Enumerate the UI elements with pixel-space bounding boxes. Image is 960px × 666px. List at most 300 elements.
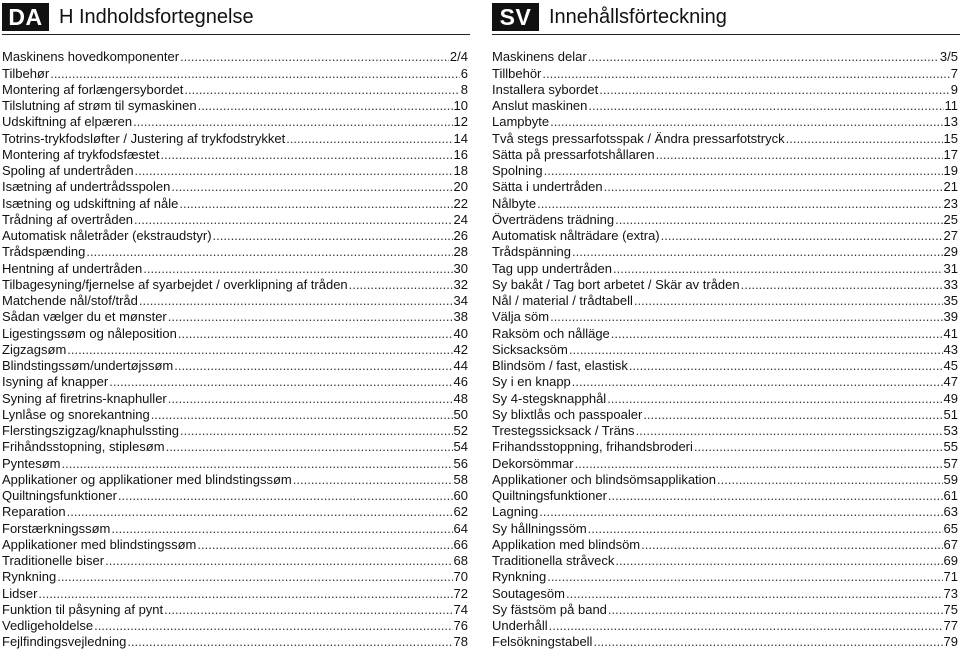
toc-entry-page: 26 [453, 228, 468, 243]
toc-entry-page: 25 [943, 211, 958, 227]
dot-leader [634, 293, 943, 308]
dot-leader [184, 82, 459, 97]
toc-entry-title: Fejlfindingsvejledning [2, 634, 127, 650]
toc-entry[interactable] [492, 406, 958, 422]
dot-leader [180, 423, 452, 438]
toc-entry[interactable] [2, 519, 468, 535]
dot-leader [544, 163, 943, 178]
toc-entry-page: 17 [943, 146, 958, 162]
toc-entry-page: 65 [943, 520, 958, 536]
dot-leader [197, 537, 452, 552]
dot-leader [641, 537, 942, 552]
toc-entry-title: Matchende nål/stof/tråd [2, 293, 138, 308]
toc-entry[interactable] [2, 633, 468, 649]
toc-entry-title: Överträdens trädning [492, 211, 615, 227]
toc-entry[interactable] [492, 357, 958, 373]
dot-leader [615, 212, 942, 227]
dot-leader [615, 553, 942, 568]
toc-entry[interactable] [2, 487, 468, 503]
toc-entry-page: 62 [453, 504, 468, 520]
toc-entry-title: Automatisk nåletråder (ekstraudstyr) [2, 228, 212, 243]
dot-leader [613, 261, 943, 276]
dot-leader [349, 277, 453, 292]
dot-leader [67, 342, 452, 357]
toc-entry-page: 73 [943, 585, 958, 601]
toc-entry-title: Soutagesöm [492, 585, 565, 601]
dot-leader [286, 131, 452, 146]
dot-leader [293, 472, 453, 487]
toc-entry[interactable] [2, 97, 468, 113]
toc-entry[interactable] [492, 129, 958, 145]
dot-leader [549, 618, 943, 633]
toc-entry-page: 68 [453, 553, 468, 568]
dot-leader [133, 114, 452, 129]
toc-entry-page: 32 [453, 276, 468, 292]
toc-entry[interactable] [492, 276, 958, 292]
toc-entry-title: Sådan vælger du et mønster [2, 309, 167, 325]
toc-entry[interactable] [492, 422, 958, 438]
toc-entry[interactable] [492, 617, 958, 633]
toc-entry-page: 75 [943, 601, 958, 617]
toc-entry-page: 43 [943, 341, 958, 357]
toc-entry-title: Quiltningsfunktioner [2, 488, 117, 503]
toc-entry-title: Sätta på pressarfotshållaren [492, 146, 655, 162]
toc-entry-title: Maskinens hovedkomponenter [2, 49, 180, 65]
dot-leader [168, 391, 453, 406]
toc-entry[interactable] [2, 536, 468, 552]
toc-entry-title: Sy i en knapp [492, 374, 571, 390]
header-divider [492, 34, 960, 35]
toc-entry-title: Rynkning [492, 569, 547, 585]
toc-entry-page: 11 [944, 98, 958, 113]
toc-entry[interactable] [2, 568, 468, 584]
dot-leader [57, 569, 452, 584]
toc-entry-page: 22 [453, 195, 468, 211]
toc-entry-page: 30 [453, 260, 468, 276]
dot-leader [171, 179, 452, 194]
toc-entry[interactable] [2, 129, 468, 145]
toc-entry-page: 54 [453, 439, 468, 455]
toc-entry-page: 19 [943, 163, 958, 178]
dot-leader [38, 586, 452, 601]
toc-entry[interactable] [2, 113, 468, 129]
dot-leader [550, 114, 942, 129]
toc-entry-title: Zigzagsøm [2, 341, 67, 357]
toc-entry[interactable] [492, 438, 958, 454]
dot-leader [636, 423, 943, 438]
toc-entry[interactable] [2, 373, 468, 389]
toc-entry-page: 9 [950, 81, 958, 97]
toc-entry-title: Trådning af overtråden [2, 211, 134, 227]
toc-entry-title: Isætning og udskiftning af nåle [2, 195, 179, 211]
toc-entry-title: Lampbyte [492, 114, 550, 130]
dot-leader [741, 277, 943, 292]
dot-leader [608, 488, 943, 503]
toc-entry[interactable] [492, 211, 958, 227]
dot-leader [127, 634, 452, 649]
toc-entry-title: Tilbehør [2, 65, 50, 81]
toc-entry-title: Installera sybordet [492, 81, 599, 97]
toc-entry-title: Blindsöm / fast, elastisk [492, 358, 628, 373]
toc-entry-title: Spoling af undertråden [2, 163, 134, 178]
toc-entry[interactable] [492, 536, 958, 552]
toc-entry[interactable] [492, 146, 958, 162]
toc-entry[interactable] [2, 341, 468, 357]
toc-entry-page: 12 [453, 114, 468, 130]
toc-entry-title: Trestegssicksack / Träns [492, 423, 635, 438]
toc-header [492, 0, 960, 32]
dot-leader [542, 66, 949, 81]
toc-entry-title: Maskinens delar [492, 49, 587, 65]
dot-leader [588, 49, 939, 64]
toc-entry[interactable] [2, 503, 468, 519]
language-badge: SV [492, 3, 539, 31]
toc-entry-page: 48 [453, 390, 468, 406]
dot-leader [134, 212, 452, 227]
toc-title: Innehållsförteckning [549, 6, 727, 28]
dot-leader [166, 439, 453, 454]
toc-entry-title: Två stegs pressarfotsspak / Ändra pressarfotstryck [492, 130, 785, 146]
toc-entry[interactable] [492, 48, 958, 64]
toc-entry-page: 57 [943, 455, 958, 471]
toc-entry-title: Funktion til påsyning af pynt [2, 601, 164, 617]
toc-entry-page: 29 [943, 244, 958, 260]
dot-leader [566, 586, 943, 601]
toc-entry[interactable] [2, 48, 468, 64]
toc-entry-page: 28 [453, 244, 468, 260]
toc-entry[interactable] [492, 568, 958, 584]
toc-entry-page: 27 [943, 228, 958, 243]
toc-entry[interactable] [492, 503, 958, 519]
toc-entry-title: Applikation med blindsöm [492, 536, 641, 552]
toc-entry-page: 18 [453, 163, 468, 178]
dot-leader [213, 228, 453, 243]
toc-entry-title: Raksöm och nålläge [492, 325, 610, 341]
toc-entry-title: Pyntesøm [2, 455, 61, 471]
dot-leader [717, 472, 943, 487]
toc-entry-page: 35 [943, 293, 958, 308]
toc-entry[interactable] [2, 454, 468, 470]
toc-entry[interactable] [2, 259, 468, 275]
dot-leader [164, 602, 452, 617]
dot-leader [105, 553, 452, 568]
toc-entry-page: 70 [453, 569, 468, 585]
dot-leader [629, 358, 943, 373]
toc-entry[interactable] [2, 211, 468, 227]
dot-leader [67, 504, 453, 519]
toc-entry-title: Rynkning [2, 569, 57, 585]
toc-entry-page: 23 [943, 195, 958, 211]
toc-entry-page: 47 [943, 374, 958, 390]
dot-leader [661, 228, 943, 243]
dot-leader [109, 374, 452, 389]
toc-entry[interactable] [2, 227, 468, 243]
toc-entry-title: Lynlåse og snorekantning [2, 406, 150, 422]
dot-leader [111, 521, 452, 536]
toc-entry[interactable] [492, 227, 958, 243]
toc-entry[interactable] [492, 292, 958, 308]
toc-entry[interactable] [2, 178, 468, 194]
toc-entry-page: 69 [943, 553, 958, 568]
toc-entry-title: Hentning af undertråden [2, 260, 143, 276]
toc-entry[interactable] [2, 243, 468, 259]
toc-entry-page: 63 [943, 504, 958, 520]
toc-entry-page: 49 [943, 390, 958, 406]
toc-entry[interactable] [492, 454, 958, 470]
toc-entry-page: 67 [943, 536, 958, 552]
toc-entry-title: Nål / material / trådtabell [492, 293, 633, 308]
toc-entry-page: 77 [943, 618, 958, 633]
toc-entry-page: 41 [943, 325, 958, 341]
toc-entry-page: 72 [453, 585, 468, 601]
toc-entry-page: 6 [460, 65, 468, 81]
dot-leader [593, 634, 942, 649]
toc-entry[interactable] [492, 259, 958, 275]
toc-entry-title: Anslut maskinen [492, 98, 588, 113]
toc-entry[interactable] [2, 324, 468, 340]
toc-entry-page: 50 [453, 406, 468, 422]
toc-entry-page: 13 [943, 114, 958, 130]
toc-entry-title: Ligestingssøm og nåleposition [2, 325, 177, 341]
toc-entry-title: Isætning af undertrådsspolen [2, 179, 171, 195]
toc-entry-title: Sy bakåt / Tag bort arbetet / Skär av tråden [492, 276, 740, 292]
toc-entry-title: Applikationer och blindsömsapplikation [492, 471, 717, 487]
toc-entry[interactable] [2, 194, 468, 210]
toc-entry[interactable] [2, 64, 468, 80]
toc-entry-page: 78 [453, 634, 468, 650]
toc-entry[interactable] [2, 308, 468, 324]
toc-entry-title: Välja söm [492, 309, 550, 325]
toc-entry-page: 61 [943, 488, 958, 503]
toc-entry-page: 74 [453, 601, 468, 617]
toc-entry-title: Felsökningstabell [492, 634, 593, 650]
toc-entry-page: 21 [943, 179, 958, 195]
toc-entry[interactable] [2, 584, 468, 600]
dot-leader [656, 147, 943, 162]
dot-leader [178, 326, 453, 341]
toc-entry[interactable] [492, 601, 958, 617]
dot-leader [786, 131, 943, 146]
toc-entry-page: 79 [943, 634, 958, 650]
toc-entry[interactable] [492, 552, 958, 568]
toc-entry-page: 34 [453, 293, 468, 308]
toc-entry[interactable] [492, 373, 958, 389]
toc-entry-title: Reparation [2, 504, 66, 520]
dot-leader [643, 407, 942, 422]
toc-header [2, 0, 470, 32]
toc-entry[interactable] [492, 308, 958, 324]
toc-entry-page: 42 [453, 341, 468, 357]
toc-entry[interactable] [492, 471, 958, 487]
toc-entry-title: Forstærkningssøm [2, 520, 111, 536]
toc-entry-page: 20 [453, 179, 468, 195]
dot-leader [572, 374, 943, 389]
toc-entry-title: Lidser [2, 585, 38, 601]
dot-leader [547, 569, 942, 584]
toc-entry[interactable] [2, 276, 468, 292]
toc-entry-title: Underhåll [492, 618, 548, 633]
dot-leader [168, 309, 453, 324]
toc-entry[interactable] [492, 519, 958, 535]
toc-entry[interactable] [2, 81, 468, 97]
toc-entry[interactable] [492, 81, 958, 97]
toc-entry-page: 59 [943, 471, 958, 487]
dot-leader [94, 618, 452, 633]
toc-entry-title: Syning af firetrins-knaphuller [2, 390, 167, 406]
dot-leader [135, 163, 453, 178]
toc-entry-title: Sy blixtlås och passpoaler [492, 406, 643, 422]
dot-leader [174, 358, 452, 373]
toc-entry[interactable] [492, 97, 958, 113]
toc-entry-title: Quiltningsfunktioner [492, 488, 607, 503]
dot-leader [179, 196, 452, 211]
dot-leader [161, 147, 453, 162]
dot-leader [572, 244, 943, 259]
dot-leader [86, 244, 452, 259]
toc-entry-title: Montering af trykfodsfæstet [2, 146, 160, 162]
toc-entry[interactable] [492, 162, 958, 178]
toc-entry-title: Traditionella stråveck [492, 553, 615, 568]
toc-entry[interactable] [492, 487, 958, 503]
toc-entry[interactable] [492, 324, 958, 340]
toc-entry-title: Sätta i undertråden [492, 179, 603, 195]
toc-entry-page: 40 [453, 325, 468, 341]
dot-leader [198, 98, 453, 113]
toc-entry[interactable] [492, 389, 958, 405]
toc-list [2, 48, 468, 649]
dot-leader [539, 504, 942, 519]
toc-entry-title: Trådspänning [492, 244, 572, 260]
toc-entry[interactable] [492, 341, 958, 357]
toc-entry[interactable] [2, 552, 468, 568]
toc-entry-page: 8 [460, 81, 468, 97]
toc-entry-page: 16 [453, 146, 468, 162]
toc-entry-page: 52 [453, 423, 468, 438]
dot-leader [575, 456, 943, 471]
toc-entry-page: 56 [453, 455, 468, 471]
toc-entry-title: Automatisk nålträdare (extra) [492, 228, 660, 243]
toc-entry-title: Sy 4-stegsknapphål [492, 390, 607, 406]
toc-entry[interactable] [2, 438, 468, 454]
toc-entry-page: 51 [943, 406, 958, 422]
dot-leader [537, 196, 942, 211]
toc-entry[interactable] [2, 471, 468, 487]
dot-leader [694, 439, 943, 454]
toc-entry-title: Nålbyte [492, 195, 537, 211]
toc-entry-title: Dekorsömmar [492, 455, 574, 471]
toc-entry-title: Traditionelle biser [2, 553, 105, 568]
toc-entry-title: Isyning af knapper [2, 374, 109, 390]
toc-entry-title: Tilbagesyning/fjernelse af syarbejdet / overklipning af tråden [2, 276, 348, 292]
toc-entry-title: Applikationer og applikationer med blindstingssøm [2, 471, 292, 487]
toc-entry-page: 33 [943, 276, 958, 292]
toc-entry-title: Tillbehör [492, 65, 542, 81]
dot-leader [151, 407, 453, 422]
toc-entry[interactable] [2, 292, 468, 308]
dot-leader [50, 66, 460, 81]
toc-entry-title: Montering af forlængersybordet [2, 81, 184, 97]
toc-entry-page: 45 [943, 358, 958, 373]
header-divider [2, 34, 470, 35]
toc-entry[interactable] [492, 178, 958, 194]
toc-entry-title: Sy hållningssöm [492, 520, 587, 536]
dot-leader [611, 326, 943, 341]
toc-entry-title: Udskiftning af elpæren [2, 114, 133, 130]
dot-leader [143, 261, 452, 276]
toc-entry-page: 53 [943, 423, 958, 438]
toc-entry-title: Frihandsstoppning, frihandsbroderi [492, 439, 693, 455]
toc-entry[interactable] [492, 64, 958, 80]
toc-entry[interactable] [2, 162, 468, 178]
toc-entry[interactable] [2, 617, 468, 633]
dot-leader [608, 602, 943, 617]
toc-entry-page: 24 [453, 211, 468, 227]
dot-leader [139, 293, 453, 308]
dot-leader [118, 488, 453, 503]
toc-entry-title: Lagning [492, 504, 539, 520]
toc-entry-page: 71 [943, 569, 958, 585]
toc-entry[interactable] [492, 584, 958, 600]
toc-title: H Indholdsfortegnelse [59, 6, 254, 28]
toc-entry-page: 66 [453, 536, 468, 552]
toc-entry[interactable] [492, 113, 958, 129]
toc-entry-page: 55 [943, 439, 958, 455]
toc-entry-title: Sy fästsöm på band [492, 601, 607, 617]
toc-entry-page: 46 [453, 374, 468, 390]
toc-entry[interactable] [2, 357, 468, 373]
toc-entry[interactable] [2, 389, 468, 405]
toc-entry[interactable] [2, 422, 468, 438]
toc-entry[interactable] [492, 633, 958, 649]
toc-entry-title: Totrins-trykfodsløfter / Justering af trykfodstrykket [2, 130, 286, 146]
toc-entry[interactable] [2, 601, 468, 617]
toc-entry-title: Flerstingszigzag/knaphulssting [2, 423, 180, 438]
toc-entry-page: 10 [453, 98, 468, 113]
toc-entry[interactable] [2, 406, 468, 422]
toc-entry-title: Spolning [492, 163, 543, 178]
toc-entry-page: 7 [950, 65, 958, 81]
toc-entry-title: Applikationer med blindstingssøm [2, 536, 197, 552]
toc-entry-page: 38 [453, 309, 468, 325]
dot-leader [607, 391, 942, 406]
toc-entry-title: Tag upp undertråden [492, 260, 612, 276]
dot-leader [180, 49, 449, 64]
dot-leader [604, 179, 943, 194]
toc-entry[interactable] [492, 243, 958, 259]
toc-entry-title: Tilslutning af strøm til symaskinen [2, 98, 197, 113]
dot-leader [588, 98, 943, 113]
dot-leader [588, 521, 943, 536]
language-badge: DA [2, 3, 49, 31]
toc-entry-title: Blindstingssøm/undertøjssøm [2, 358, 174, 373]
toc-entry-page: 60 [453, 488, 468, 503]
toc-entry[interactable] [492, 194, 958, 210]
toc-entry-page: 2/4 [449, 49, 468, 65]
toc-entry-page: 64 [453, 520, 468, 536]
dot-leader [569, 342, 943, 357]
toc-entry[interactable] [2, 146, 468, 162]
toc-entry-title: Trådspænding [2, 244, 86, 260]
dot-leader [62, 456, 453, 471]
dot-leader [599, 82, 950, 97]
toc-entry-page: 31 [943, 260, 958, 276]
toc-entry-page: 15 [943, 130, 958, 146]
toc-column-danish [2, 0, 470, 650]
toc-entry-page: 14 [453, 130, 468, 146]
toc-entry-title: Vedligeholdelse [2, 618, 94, 633]
toc-entry-title: Frihåndsstopning, stiplesøm [2, 439, 165, 455]
toc-list [492, 48, 958, 649]
